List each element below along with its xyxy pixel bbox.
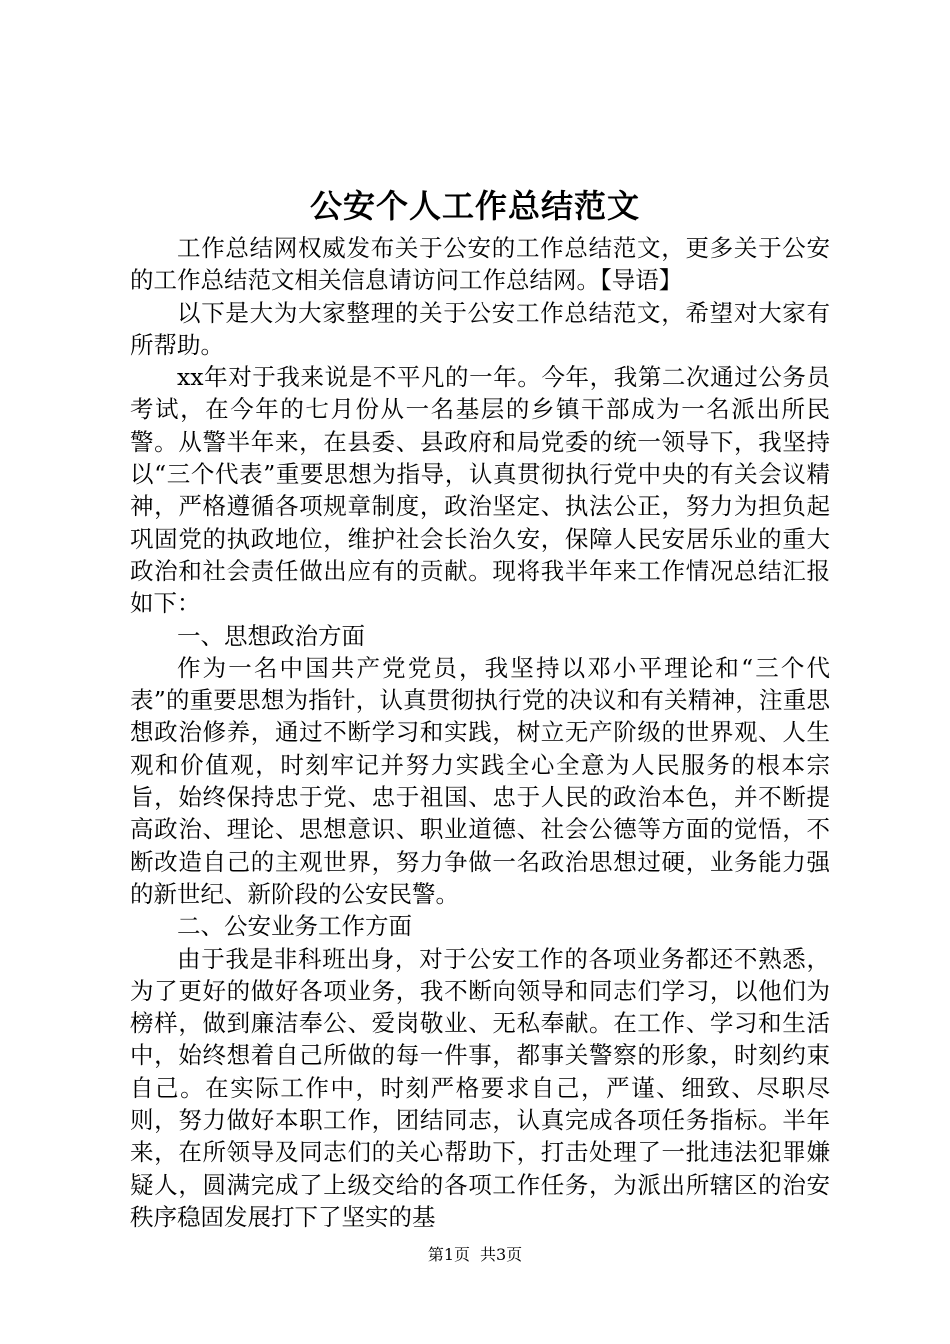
section-heading-business: 二、公安业务工作方面: [177, 912, 412, 941]
paragraph-overview: xx年对于我来说是不平凡的一年。今年，我第二次通过公务员考试，在今年的七月份从一名基层的乡镇干部成为一名派出所民警。从警半年来，在县委、县政府和局党委的统一领导下，我坚持以“三个代表”重要思想为指导，认真贯彻执行党中央的有关会议精神，严格遵循各项规章制度，政治坚定、执法公正，努力为担负起巩固党的执政地位，维护社会长治久安，保障人民安居乐业的重大政治和社会责任做出应有的贡献。现将我半年来工作情况总结汇报如下：: [130, 363, 830, 618]
paragraph-politics: 作为一名中国共产党党员，我坚持以邓小平理论和“三个代表”的重要思想为指针，认真贯彻执行党的决议和有关精神，注重思想政治修养，通过不断学习和实践，树立无产阶级的世界观、人生观和价值观，时刻牢记并努力实践全心全意为人民服务的根本宗旨，始终保持忠于党、忠于祖国、忠于人民的政治本色，并不断提高政治、理论、思想意识、职业道德、社会公德等方面的觉悟，不断改造自己的主观世界，努力争做一名政治思想过硬，业务能力强的新世纪、新阶段的公安民警。: [130, 653, 830, 908]
document-body: [130, 232, 830, 1233]
page-number: 第1页: [427, 1245, 470, 1264]
paragraph-intro: 工作总结网权威发布关于公安的工作总结范文，更多关于公安的工作总结范文相关信息请访问工作总结网。【导语】: [130, 234, 830, 295]
page-footer: [0, 1244, 950, 1266]
paragraph-lead: 以下是大为大家整理的关于公安工作总结范文，希望对大家有所帮助。: [130, 298, 830, 359]
paragraph-business: 由于我是非科班出身，对于公安工作的各项业务都还不熟悉，为了更好的做好各项业务，我不断向领导和同志们学习，以他们为榜样，做到廉洁奉公、爱岗敬业、无私奉献。在工作、学习和生活中，始终想着自己所做的每一件事，都事关警察的形象，时刻约束自己。在实际工作中，时刻严格要求自己，严谨、细致、尽职尽则，努力做好本职工作，团结同志，认真完成各项任务指标。半年来，在所领导及同志们的关心帮助下，打击处理了一批违法犯罪嫌疑人，圆满完成了上级交给的各项工作任务，为派出所辖区的治安秩序稳固发展打下了坚实的基: [130, 944, 830, 1231]
section-heading-politics: 一、思想政治方面: [177, 621, 365, 650]
page-total: 共3页: [480, 1245, 523, 1264]
page-title: 公安个人工作总结范文: [309, 187, 640, 225]
